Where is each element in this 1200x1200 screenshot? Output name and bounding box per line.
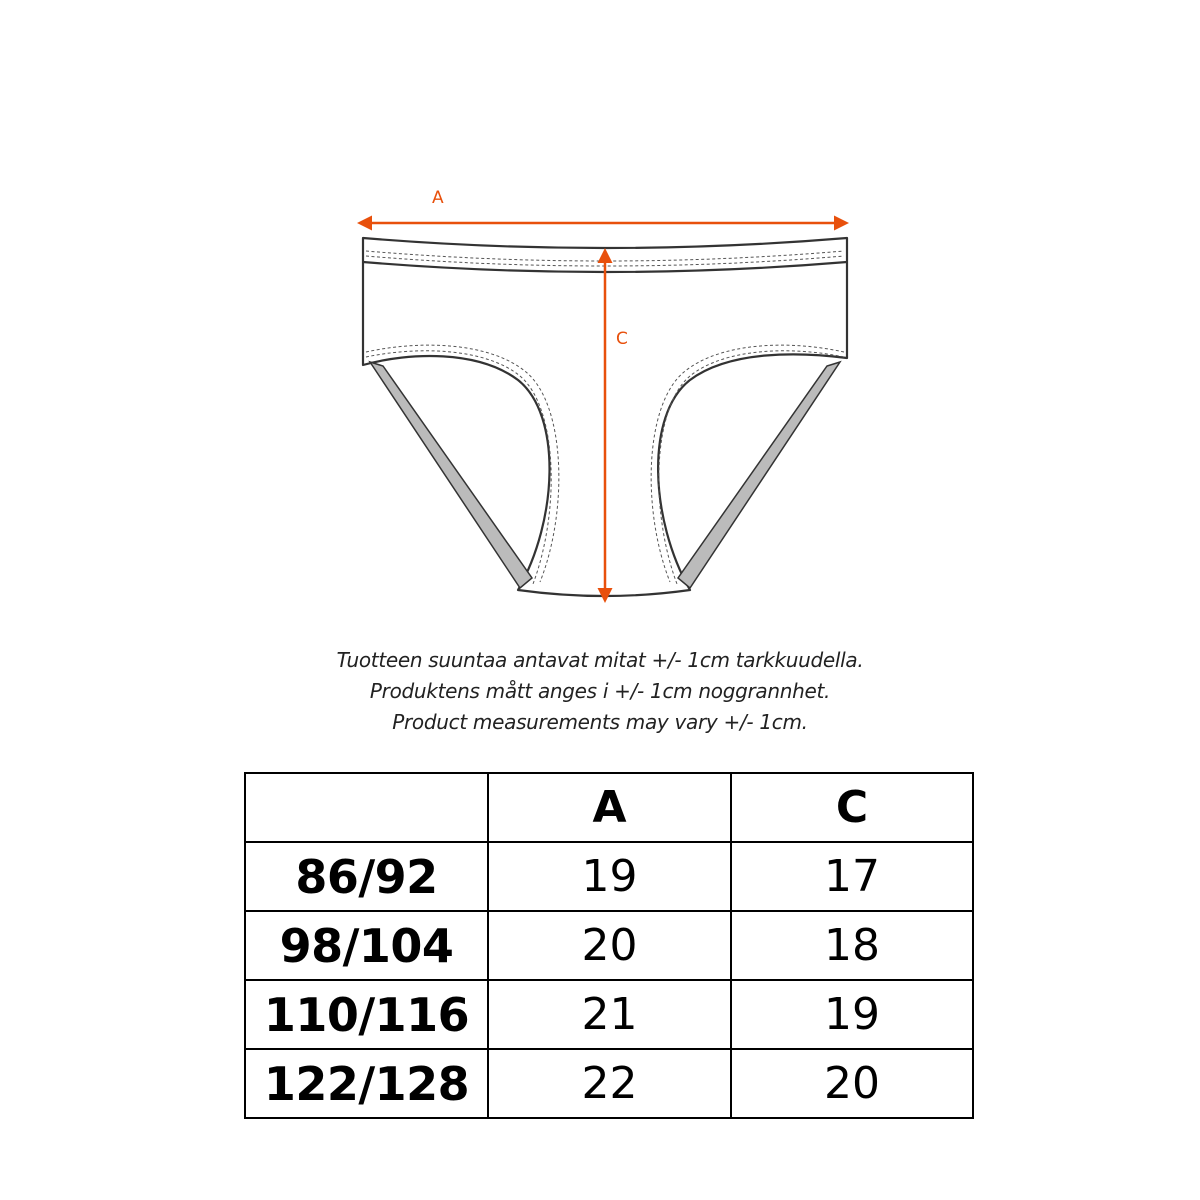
- table-row: [245, 1049, 973, 1118]
- note-english: Product measurements may vary +/- 1cm.: [392, 710, 808, 734]
- value-a-cell: 22: [488, 1049, 731, 1118]
- value-a-cell: 21: [488, 980, 731, 1049]
- header-size-cell: [245, 773, 488, 842]
- table-row: [245, 911, 973, 980]
- size-cell: 122/128: [245, 1049, 488, 1118]
- value-c-cell: 18: [731, 911, 973, 980]
- value-c-cell: 19: [731, 980, 973, 1049]
- table-header-row: [245, 773, 973, 842]
- table-row: [245, 980, 973, 1049]
- note-finnish: Tuotteen suuntaa antavat mitat +/- 1cm tarkkuudella.: [336, 648, 864, 672]
- table-row: [245, 842, 973, 911]
- value-a-cell: 19: [488, 842, 731, 911]
- dimension-a-label: A: [432, 188, 444, 208]
- size-cell: 86/92: [245, 842, 488, 911]
- value-a-cell: 20: [488, 911, 731, 980]
- size-cell: 110/116: [245, 980, 488, 1049]
- dimension-c-label: C: [616, 329, 628, 349]
- size-table: [244, 772, 974, 1119]
- leg-band-right: [678, 362, 840, 588]
- leg-band-left: [370, 362, 532, 588]
- note-swedish: Produktens mått anges i +/- 1cm noggrannhet.: [369, 679, 831, 703]
- value-c-cell: 20: [731, 1049, 973, 1118]
- header-a-cell: A: [488, 773, 731, 842]
- value-c-cell: 17: [731, 842, 973, 911]
- size-cell: 98/104: [245, 911, 488, 980]
- header-c-cell: C: [731, 773, 973, 842]
- measurement-notes: [0, 645, 1200, 738]
